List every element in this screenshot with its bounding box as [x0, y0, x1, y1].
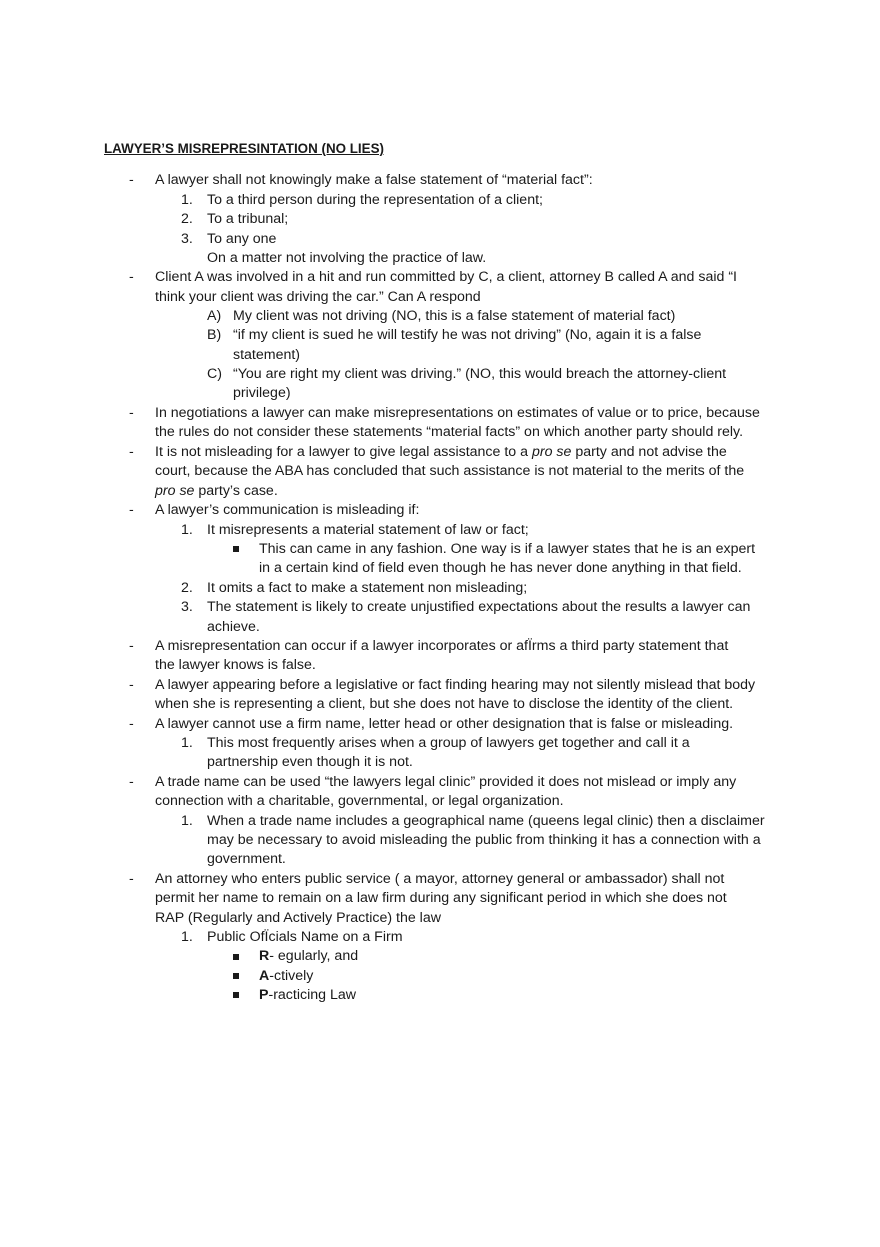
- bullet-8-item-1-line-1: This most frequently arises when a group of lawyers get together and call it a: [207, 735, 690, 751]
- bullet-9-item-1-line-3: government.: [207, 851, 286, 867]
- bullet-1-item-2: To a tribunal;: [207, 211, 289, 227]
- square-bullet-icon: [233, 546, 239, 552]
- bullet-1-tail: On a matter not involving the practice of law.: [207, 250, 487, 266]
- dash-marker: -: [129, 502, 134, 518]
- bullet-4-italic-pro-se: pro se: [531, 444, 572, 460]
- bullet-10-line-1: An attorney who enters public service ( a mayor, attorney general or ambassador) shall not: [155, 871, 725, 887]
- bullet-5-item-3-line-1: The statement is likely to create unjustified expectations about the results a lawyer can: [207, 599, 751, 615]
- dash-marker: -: [129, 405, 134, 421]
- bullet-7-line-2: when she is representing a client, but she does not have to disclose the identity of the client.: [155, 696, 734, 712]
- bullet-6-line-2: the lawyer knows is false.: [155, 657, 316, 673]
- bullet-9-item-1-line-1: When a trade name includes a geographical name (queens legal clinic) then a disclaimer: [207, 813, 765, 829]
- rap-practicing: [259, 986, 356, 1005]
- number-marker: 1.: [181, 192, 193, 208]
- dash-marker: -: [129, 172, 134, 188]
- bullet-4-line-1-b: party and not advise the: [571, 444, 727, 460]
- bullet-2-option-c-line-1: “You are right my client was driving.” (NO, this would breach the attorney-client: [233, 366, 727, 382]
- bullet-4-line-2: court, because the ABA has concluded that such assistance is not material to the merits of the: [155, 463, 745, 479]
- bullet-5-sub-line-2: in a certain kind of field even though he has never done anything in that field.: [259, 560, 742, 576]
- bullet-8-item-1-line-2: partnership even though it is not.: [207, 754, 413, 770]
- rap-text-r: - egularly, and: [269, 948, 359, 964]
- bullet-6-line-1: A misrepresentation can occur if a lawyer incorporates or afÏrms a third party statement that: [155, 638, 729, 654]
- dash-marker: -: [129, 677, 134, 693]
- number-marker: 1.: [181, 522, 193, 538]
- bullet-1-item-1: To a third person during the representation of a client;: [207, 192, 543, 208]
- bullet-2-option-a: My client was not driving (NO, this is a false statement of material fact): [233, 308, 676, 324]
- number-marker: 2.: [181, 211, 193, 227]
- bullet-4-line-3-b: party’s case.: [194, 483, 278, 499]
- rap-letter-p: P: [259, 987, 269, 1003]
- rap-letter-a: A: [259, 968, 270, 984]
- bullet-3-line-1: In negotiations a lawyer can make misrepresentations on estimates of value or to price, because: [155, 405, 760, 421]
- bullet-9-line-2: connection with a charitable, governmental, or legal organization.: [155, 793, 564, 809]
- bullet-4-line-3: [155, 482, 278, 501]
- rap-text-a: -ctively: [269, 968, 314, 984]
- bullet-5-sub-line-1: This can came in any fashion. One way is if a lawyer states that he is an expert: [259, 541, 756, 557]
- bullet-2-line-2: think your client was driving the car.” Can A respond: [155, 289, 481, 305]
- letter-marker: C): [207, 366, 222, 382]
- bullet-5-item-1: It misrepresents a material statement of law or fact;: [207, 522, 529, 538]
- number-marker: 1.: [181, 813, 193, 829]
- bullet-2-option-c-line-2: privilege): [233, 385, 291, 401]
- number-marker: 1.: [181, 929, 193, 945]
- bullet-4-italic-pro-se-2: pro se: [155, 483, 195, 499]
- bullet-1-item-3: To any one: [207, 231, 277, 247]
- number-marker: 3.: [181, 231, 193, 247]
- bullet-2-option-b-line-1: “if my client is sued he will testify he was not driving” (No, again it is a false: [233, 327, 702, 343]
- dash-marker: -: [129, 444, 134, 460]
- rap-letter-r: R: [259, 948, 270, 964]
- bullet-5-item-2: It omits a fact to make a statement non misleading;: [207, 580, 528, 596]
- bullet-3-line-2: the rules do not consider these statements “material facts” on which another party should rely.: [155, 424, 744, 440]
- bullet-2-line-1: Client A was involved in a hit and run committed by C, a client, attorney B called A and said “I: [155, 269, 737, 285]
- letter-marker: B): [207, 327, 222, 343]
- rap-actively: [259, 967, 313, 986]
- square-bullet-icon: [233, 992, 239, 998]
- bullet-7-line-1: A lawyer appearing before a legislative or fact finding hearing may not silently mislead that body: [155, 677, 756, 693]
- number-marker: 3.: [181, 599, 193, 615]
- square-bullet-icon: [233, 954, 239, 960]
- page-title: LAWYER’S MISREPRESINTATION (NO LIES): [104, 141, 384, 156]
- letter-marker: A): [207, 308, 222, 324]
- bullet-5-text: A lawyer’s communication is misleading if:: [155, 502, 420, 518]
- bullet-9-line-1: A trade name can be used “the lawyers legal clinic” provided it does not mislead or imply any: [155, 774, 737, 790]
- dash-marker: -: [129, 716, 134, 732]
- dash-marker: -: [129, 774, 134, 790]
- bullet-10-item-1: Public OfÏcials Name on a Firm: [207, 929, 403, 945]
- bullet-9-item-1-line-2: may be necessary to avoid misleading the public from thinking it has a connection with a: [207, 832, 761, 848]
- bullet-10-line-3: RAP (Regularly and Actively Practice) the law: [155, 910, 441, 926]
- square-bullet-icon: [233, 973, 239, 979]
- bullet-5-item-3-line-2: achieve.: [207, 619, 260, 635]
- dash-marker: -: [129, 871, 134, 887]
- rap-regularly: [259, 947, 358, 966]
- bullet-2-option-b-line-2: statement): [233, 347, 301, 363]
- dash-marker: -: [129, 269, 134, 285]
- bullet-4-line-1: [155, 443, 727, 462]
- bullet-10-line-2: permit her name to remain on a law firm during any significant period in which she does not: [155, 890, 727, 906]
- number-marker: 2.: [181, 580, 193, 596]
- bullet-4-line-1-a: It is not misleading for a lawyer to give legal assistance to a: [155, 444, 532, 460]
- bullet-1-text: A lawyer shall not knowingly make a false statement of “material fact”:: [155, 172, 593, 188]
- rap-text-p: -racticing Law: [268, 987, 356, 1003]
- bullet-8-line-1: A lawyer cannot use a firm name, letter head or other designation that is false or misleading.: [155, 716, 734, 732]
- dash-marker: -: [129, 638, 134, 654]
- number-marker: 1.: [181, 735, 193, 751]
